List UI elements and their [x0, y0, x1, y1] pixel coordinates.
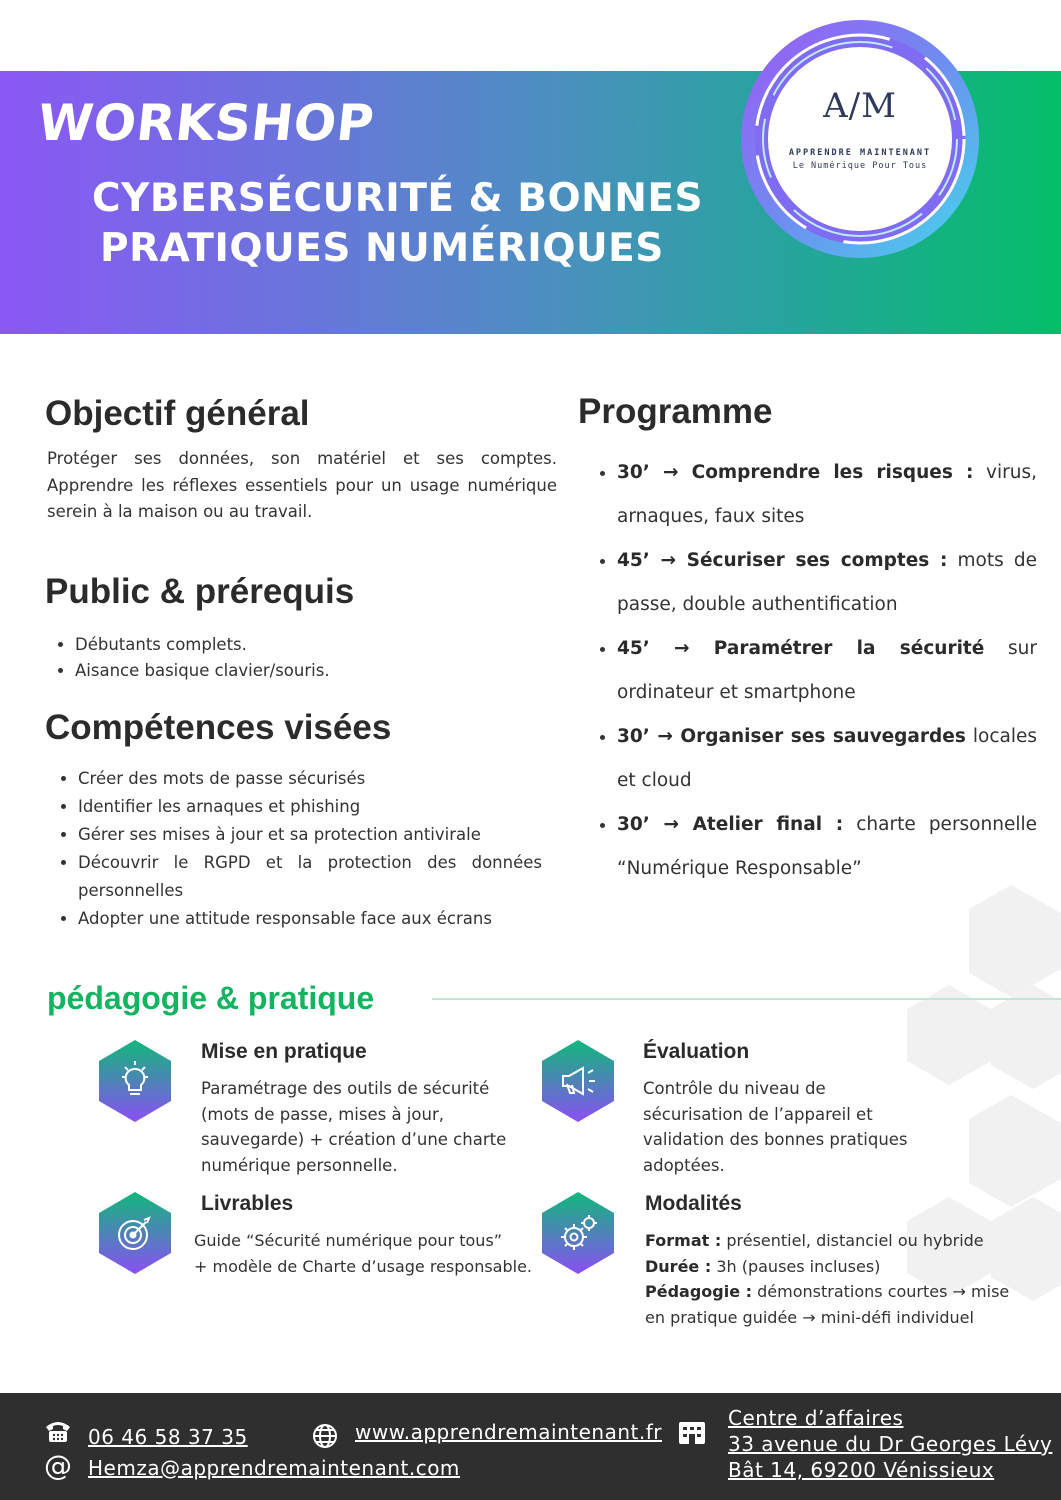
list-item [617, 715, 1037, 803]
programme-item-bold: 30’ → Comprendre les risques : [617, 462, 974, 483]
globe-icon [312, 1423, 338, 1449]
list-item: • Identifier les arnaques et phishing [78, 793, 542, 821]
lightbulb-icon [98, 1039, 172, 1123]
objectif-text: Protéger ses données, son matériel et ses comptes. Apprendre les réflexes essentiels pour un usage numérique serein à la maison ou au travail. [47, 449, 557, 521]
phone-icon [44, 1418, 72, 1444]
programme-item-bold: 45’ → Paramétrer la sécurité [617, 638, 985, 659]
programme-item-bold: 30’ → Atelier final : [617, 814, 844, 835]
building-icon [677, 1418, 707, 1446]
text-line: Contrôle du niveau de [643, 1079, 826, 1098]
text-line: adoptées. [643, 1155, 725, 1175]
gears-icon [541, 1191, 615, 1275]
text-line: numérique personnelle. [201, 1155, 398, 1175]
list-item [617, 627, 1037, 715]
livrables-title: Livrables [201, 1192, 294, 1215]
duree-label: Durée : [645, 1256, 712, 1276]
programme-heading: Programme [578, 392, 773, 431]
list-item [617, 451, 1037, 539]
modalites-title: Modalités [645, 1192, 742, 1215]
list-item: • Créer des mots de passe sécurisés [78, 765, 542, 793]
programme-item-text: sur ordinateur et smartphone [617, 638, 1038, 703]
evaluation-text [643, 1076, 908, 1178]
list-item: • Adopter une attitude responsable face aux écrans [78, 905, 542, 933]
logo-ring-icon [735, 14, 985, 264]
text-line: Guide “Sécurité numérique pour tous” [194, 1231, 503, 1250]
megaphone-icon [541, 1039, 615, 1123]
title-line-2: PRATIQUES NUMÉRIQUES [100, 226, 664, 271]
text-line: en pratique guidée → mini-défi individuel [645, 1307, 974, 1327]
email-link[interactable]: Hemza@apprendremaintenant.com [88, 1456, 460, 1480]
list-item: • Débutants complets. [75, 632, 555, 658]
brand-logo [735, 14, 985, 264]
text-line: (mots de passe, mises à jour, [201, 1104, 444, 1124]
programme-item-bold: 30’ → Organiser ses sauvegardes [617, 726, 966, 747]
evaluation-title: Évaluation [643, 1040, 750, 1063]
text-line: sécurisation de l’appareil et [643, 1104, 873, 1124]
programme-item-bold: 45’ → Sécuriser ses comptes : [617, 550, 948, 571]
programme-item-text: charte personnelle “Numérique Responsable” [617, 814, 1037, 879]
list-item: • Découvrir le RGPD et la protection des données personnelles [78, 849, 542, 905]
workshop-kicker: WORKSHOP [34, 94, 377, 152]
address-line-3[interactable]: Bât 14, 69200 Vénissieux [728, 1458, 995, 1482]
objectif-heading: Objectif général [45, 394, 310, 433]
address-line-2[interactable]: 33 avenue du Dr Georges Lévy [728, 1432, 1053, 1456]
format-label: Format : [645, 1231, 722, 1250]
public-list [45, 632, 555, 684]
competences-heading: Compétences visées [45, 708, 392, 747]
text-line: + modèle de Charte d’usage responsable. [194, 1256, 532, 1276]
livrables-text [194, 1228, 532, 1279]
text-line: sauvegarde) + création d’une charte [201, 1130, 507, 1149]
page-title [92, 174, 732, 274]
modalites-text [645, 1228, 1009, 1330]
pedagogie-value: démonstrations courtes → mise [752, 1282, 1010, 1301]
text-line [645, 1228, 1009, 1254]
programme-item-text: mots de passe, double authentification [617, 550, 1038, 615]
list-item: • Aisance basique clavier/souris. [75, 658, 555, 684]
duree-value: 3h (pauses incluses) [711, 1256, 881, 1276]
logo-monogram: A/M [823, 86, 897, 126]
svg-text:@: @ [44, 1451, 72, 1481]
list-item [617, 539, 1037, 627]
list-item [617, 803, 1037, 891]
format-value: présentiel, distanciel ou hybride [721, 1231, 984, 1250]
text-line: validation des bonnes pratiques [643, 1130, 908, 1149]
title-line-1: CYBERSÉCURITÉ & BONNES [92, 176, 704, 221]
phone-link[interactable]: 06 46 58 37 35 [88, 1425, 248, 1449]
competences-list [48, 765, 542, 933]
pedagogie-label: Pédagogie : [645, 1282, 753, 1301]
logo-tagline: Le Numérique Pour Tous [792, 161, 928, 171]
mise-en-pratique-text [201, 1076, 506, 1178]
text-line [645, 1279, 1009, 1305]
address-line-1[interactable]: Centre d’affaires [728, 1406, 904, 1430]
programme-list [590, 451, 1037, 891]
list-item: • Gérer ses mises à jour et sa protection antivirale [78, 821, 542, 849]
mise-en-pratique-title: Mise en pratique [201, 1040, 367, 1063]
programme-item-text: virus, arnaques, faux sites [617, 462, 1037, 527]
target-icon [98, 1191, 172, 1275]
logo-name: APPRENDRE MAINTENANT [788, 148, 932, 158]
at-sign-icon [43, 1451, 73, 1481]
text-line: Paramétrage des outils de sécurité [201, 1079, 490, 1098]
public-heading: Public & prérequis [45, 572, 355, 611]
pedagogie-heading: pédagogie & pratique [47, 980, 375, 1016]
website-link[interactable]: www.apprendremaintenant.fr [355, 1420, 662, 1444]
section-divider [432, 998, 1061, 1000]
programme-item-text: locales et cloud [617, 726, 1037, 791]
text-line [645, 1254, 1009, 1280]
